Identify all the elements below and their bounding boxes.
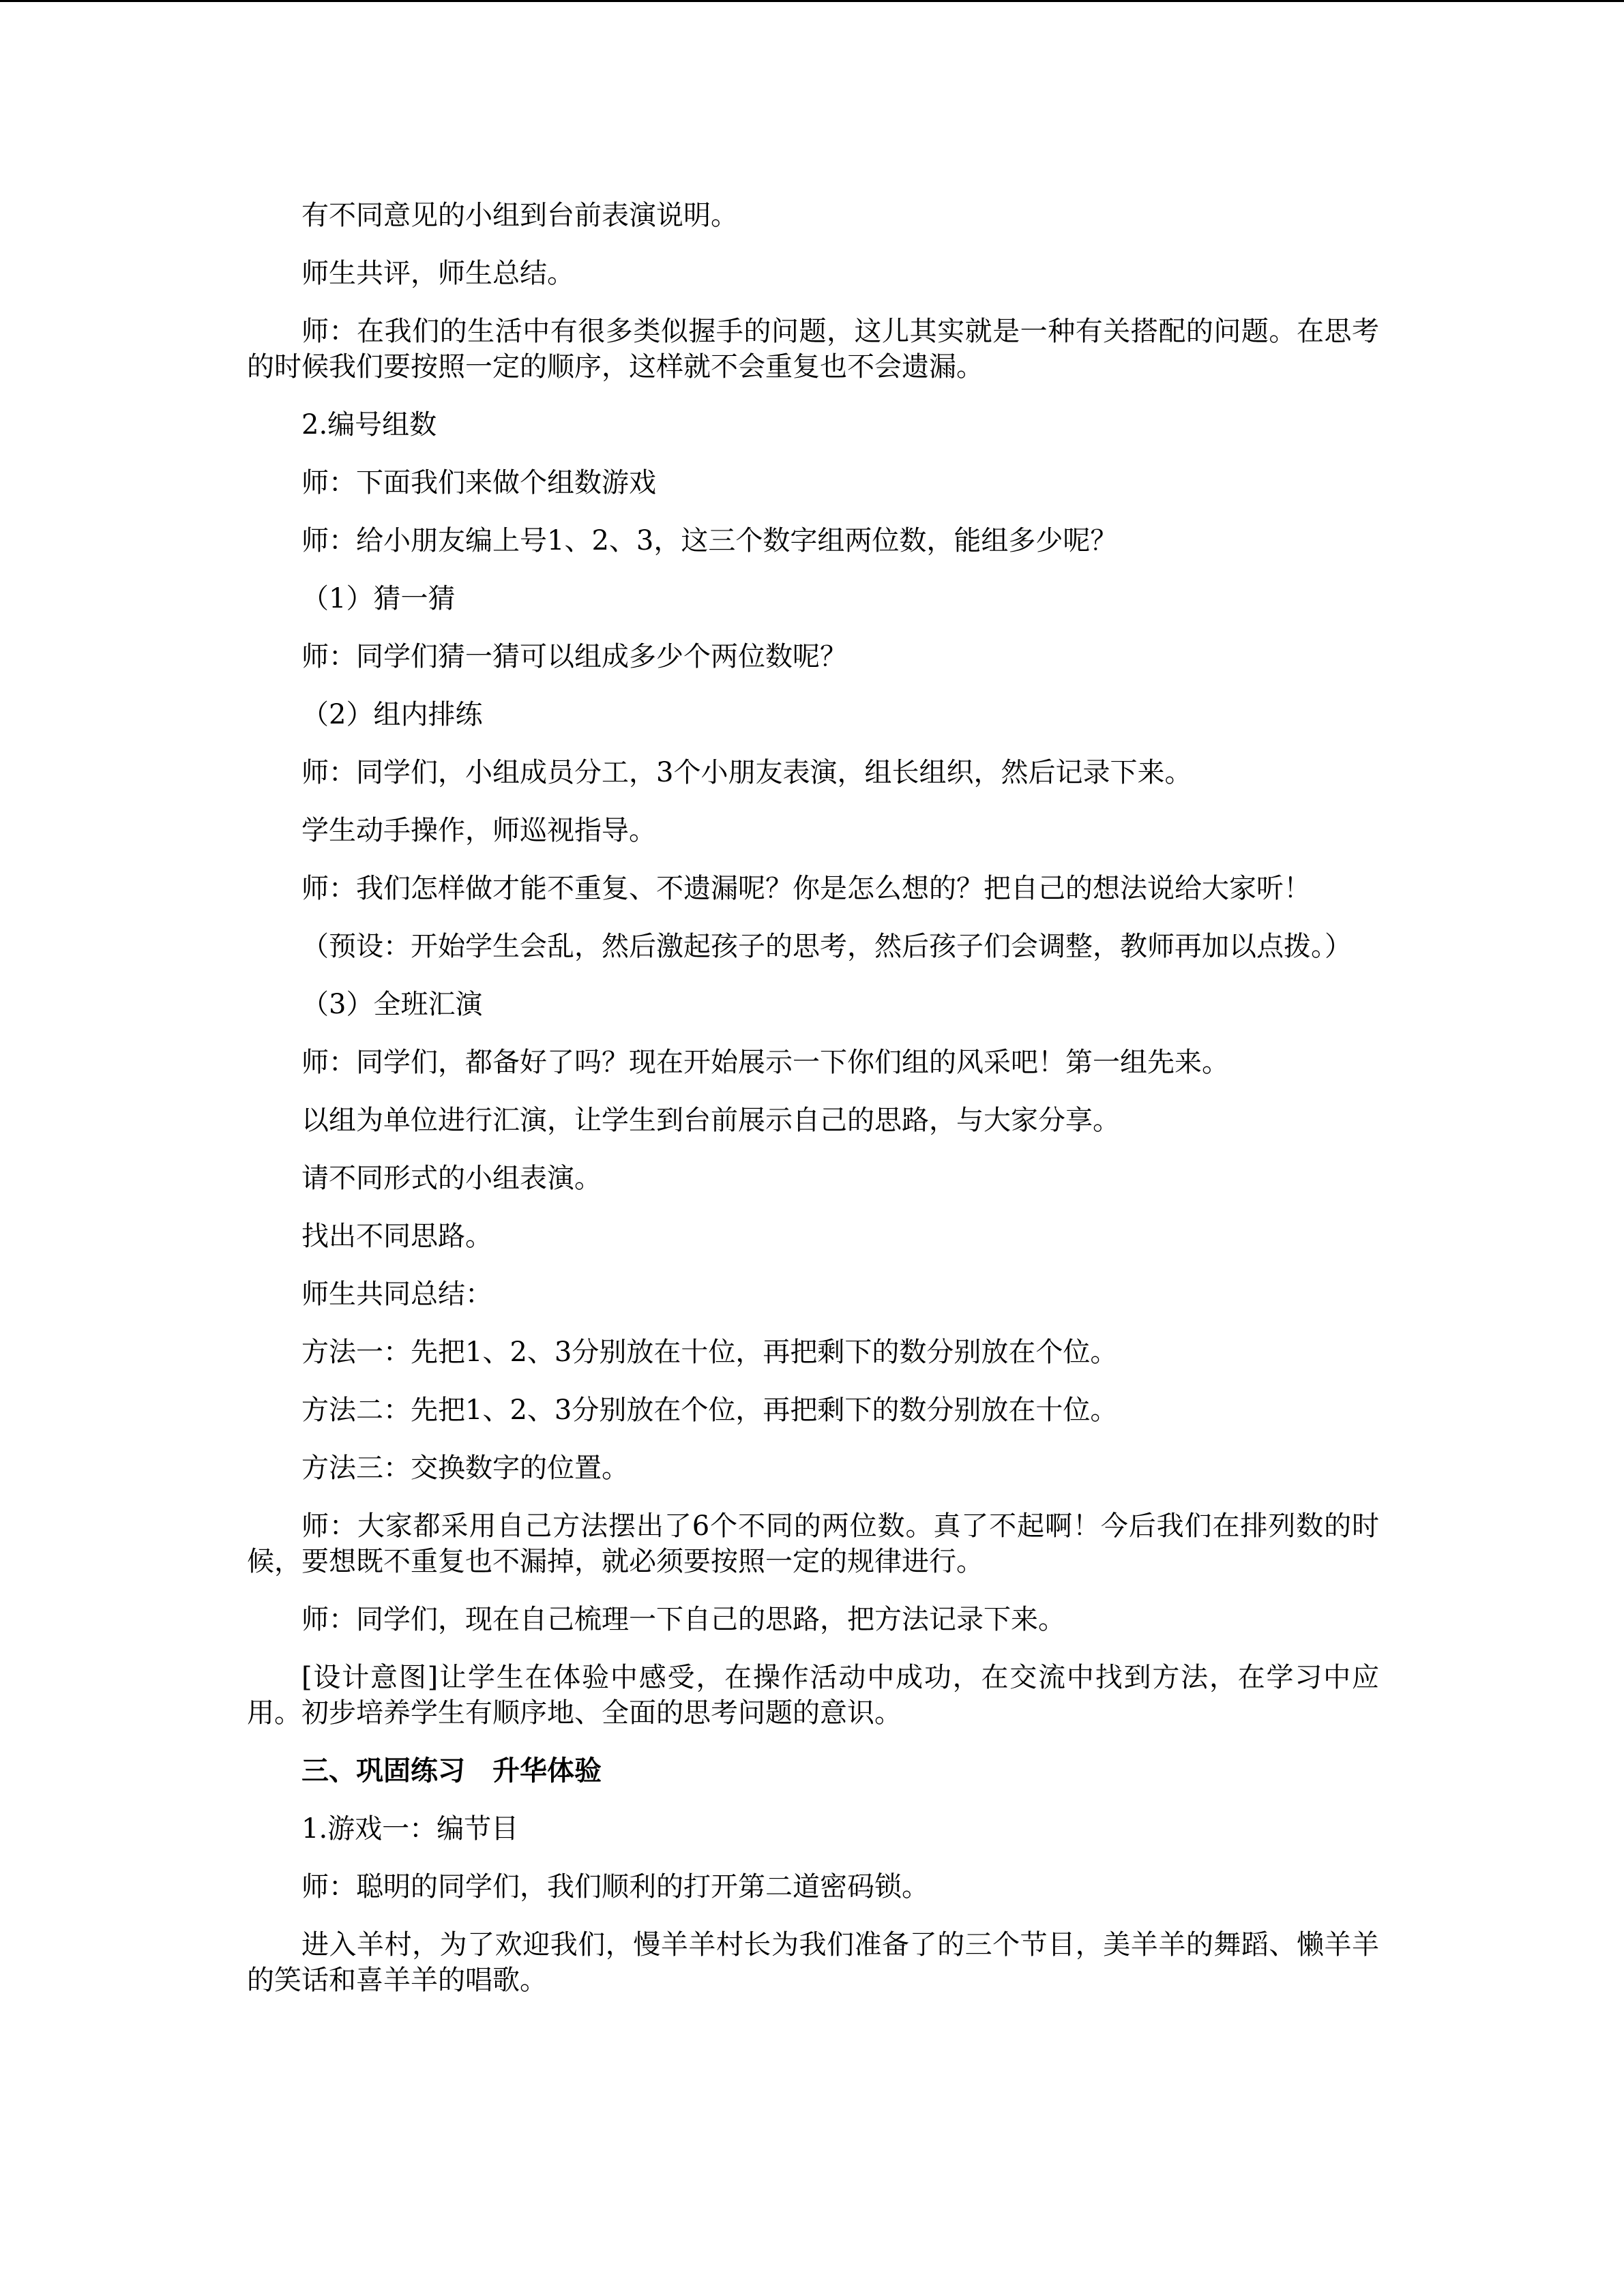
paragraph-10: 师：同学们，小组成员分工，3个小朋友表演，组长组织，然后记录下来。 [301, 757, 1192, 788]
document-page [247, 198, 1379, 2021]
paragraph-5: 师：下面我们来做个组数游戏 [301, 467, 656, 498]
paragraph-20: 方法一：先把1、2、3分别放在十位，再把剩下的数分别放在个位。 [301, 1337, 1118, 1368]
paragraph-29: 进入羊村，为了欢迎我们，慢羊羊村长为我们准备了的三个节目，美羊羊的舞蹈、懒羊羊的笑话和喜羊羊的唱歌。 [247, 1929, 1379, 1996]
paragraph-9: （2）组内排练 [301, 699, 483, 730]
paragraph-28: 师：聪明的同学们，我们顺利的打开第二道密码锁。 [301, 1871, 929, 1903]
paragraph-18: 找出不同思路。 [301, 1221, 492, 1252]
paragraph-21: 方法二：先把1、2、3分别放在个位，再把剩下的数分别放在十位。 [301, 1395, 1118, 1426]
paragraph-22: 方法三：交换数字的位置。 [301, 1452, 629, 1484]
page-top-border [0, 0, 1624, 2]
paragraph-24: 师：同学们，现在自己梳理一下自己的思路，把方法记录下来。 [301, 1604, 1065, 1635]
paragraph-2: 师生共评，师生总结。 [301, 258, 574, 289]
paragraph-11: 学生动手操作，师巡视指导。 [301, 815, 656, 846]
paragraph-3: 师：在我们的生活中有很多类似握手的问题，这儿其实就是一种有关搭配的问题。在思考的时候我们要按照一定的顺序，这样就不会重复也不会遗漏。 [247, 316, 1379, 383]
paragraph-1: 有不同意见的小组到台前表演说明。 [301, 200, 738, 231]
paragraph-27: 1.游戏一：编节目 [301, 1813, 519, 1845]
section-heading: 三、巩固练习 升华体验 [301, 1755, 602, 1787]
paragraph-25: [设计意图]让学生在体验中感受，在操作活动中成功，在交流中找到方法，在学习中应用。初步培养学生有顺序地、全面的思考问题的意识。 [247, 1662, 1379, 1729]
paragraph-23: 师：大家都采用自己方法摆出了6个不同的两位数。真了不起啊！今后我们在排列数的时候，要想既不重复也不漏掉，就必须要按照一定的规律进行。 [247, 1510, 1379, 1577]
paragraph-19: 师生共同总结： [301, 1279, 492, 1310]
paragraph-17: 请不同形式的小组表演。 [301, 1163, 602, 1194]
paragraph-4: 2.编号组数 [301, 409, 437, 441]
paragraph-12: 师：我们怎样做才能不重复、不遗漏呢？你是怎么想的？把自己的想法说给大家听！ [301, 873, 1311, 904]
paragraph-13: （预设：开始学生会乱，然后激起孩子的思考，然后孩子们会调整，教师再加以点拨。） [301, 931, 1352, 962]
paragraph-14: （3）全班汇演 [301, 989, 483, 1020]
paragraph-15: 师：同学们，都备好了吗？现在开始展示一下你们组的风采吧！第一组先来。 [301, 1047, 1229, 1078]
paragraph-16: 以组为单位进行汇演，让学生到台前展示自己的思路，与大家分享。 [301, 1105, 1120, 1136]
paragraph-8: 师：同学们猜一猜可以组成多少个两位数呢？ [301, 641, 847, 672]
paragraph-7: （1）猜一猜 [301, 583, 456, 614]
paragraph-6: 师：给小朋友编上号1、2、3，这三个数字组两位数，能组多少呢？ [301, 525, 1118, 556]
